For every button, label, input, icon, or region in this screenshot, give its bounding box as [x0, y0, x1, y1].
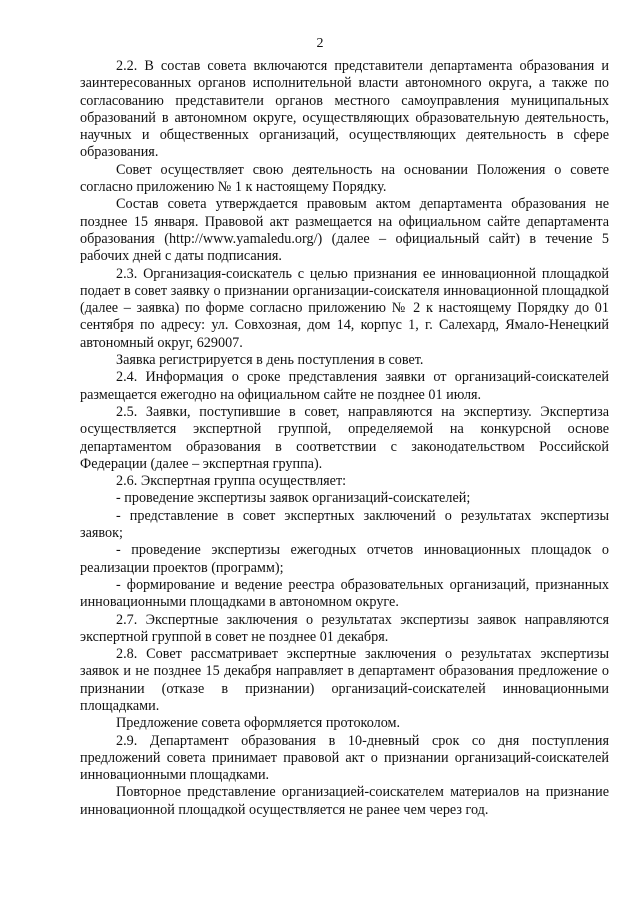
paragraph-2-9: 2.9. Департамент образования в 10-дневный срок со дня поступления предложений совета принимает правовой акт о признании организаций-соискателей инновационными площадками.: [80, 732, 609, 784]
document-body: [80, 58, 609, 819]
list-item-registry: - формирование и ведение реестра образовательных организаций, признанных инновационными площадками в автономном округе.: [80, 576, 609, 611]
paragraph-council-regulation: Совет осуществляет свою деятельность на основании Положения о совете согласно приложению № 1 к настоящему Порядку.: [80, 161, 609, 196]
paragraph-2-6: 2.6. Экспертная группа осуществляет:: [116, 473, 347, 490]
paragraph-2-5: 2.5. Заявки, поступившие в совет, направляются на экспертизу. Экспертиза осуществляется экспертной группой, определяемой на конкурсной основе департаментом образования в соответствии с законодательством Российской Федерации (далее – экспертная группа).: [80, 403, 609, 472]
paragraph-council-composition: Состав совета утверждается правовым актом департамента образования не позднее 15 января. Правовой акт размещается на официальном сайте департамента образования (http://www.yamaledu.org/) (далее – официальный сайт) в течение 5 рабочих дней с даты подписания.: [80, 196, 609, 265]
paragraph-application-registration: Заявка регистрируется в день поступления в совет.: [116, 352, 424, 369]
list-item-expertise-applications: - проведение экспертизы заявок организаций-соискателей;: [116, 490, 471, 507]
list-item-expert-conclusions: - представление в совет экспертных заключений о результатах экспертизы заявок;: [80, 507, 609, 542]
paragraph-2-8: 2.8. Совет рассматривает экспертные заключения о результатах экспертизы заявок и не позднее 15 декабря направляет в департамент образования предложение о признании (отказе в признании) организаций-соискателей инновационными площадками.: [80, 646, 609, 714]
paragraph-2-7: 2.7. Экспертные заключения о результатах экспертизы заявок направляются экспертной группой в совет не позднее 01 декабря.: [80, 611, 609, 645]
paragraph-2-2: 2.2. В состав совета включаются представители департамента образования и заинтересованных органов исполнительной власти автономного округа, а также по согласованию представители органов местного самоуправления муниципальных образований в автономном округе, осуществляющих образовательную деятельность, научных и общественных организаций, осуществляющих деятельность в сфере образования.: [80, 58, 609, 161]
list-item-expertise-reports: - проведение экспертизы ежегодных отчетов инновационных площадок о реализации проектов (программ);: [80, 542, 609, 576]
paragraph-repeat-submission: Повторное представление организацией-соискателем материалов на признание инновационной площадкой осуществляется не ранее чем через год.: [80, 784, 609, 818]
page-number: 2: [316, 36, 324, 51]
paragraph-protocol: Предложение совета оформляется протоколом.: [116, 715, 401, 732]
paragraph-2-4: 2.4. Информация о сроке представления заявки от организаций-соискателей размещается ежегодно на официальном сайте не позднее 01 июля.: [80, 369, 609, 403]
paragraph-2-3: 2.3. Организация-соискатель с целью признания ее инновационной площадкой подает в совет заявку о признании организации-соискателя инновационной площадкой (далее – заявка) по форме согласно приложению № 2 к настоящему Порядку до 01 сентября по адресу: ул. Совхозная, дом 14, корпус 1, г. Салехард, Ямало-Ненецкий автономный округ, 629007.: [80, 265, 609, 351]
